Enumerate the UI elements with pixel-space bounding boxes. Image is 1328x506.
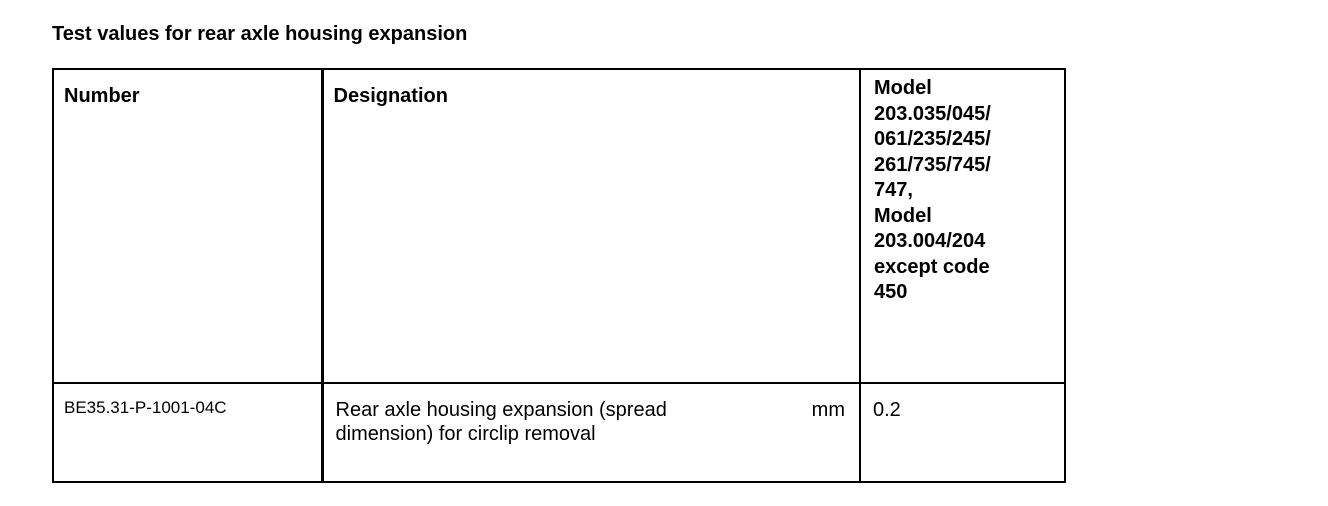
- cell-number: [53, 383, 322, 482]
- header-cell-number: [53, 69, 322, 383]
- test-values-table: [52, 68, 1066, 483]
- header-designation-label: Designation: [333, 85, 448, 107]
- header-model-label: Model 203.035/045/ 061/235/245/ 261/735/745/ 747, Model 203.004/204 except code 450: [874, 77, 991, 303]
- header-cell-designation: [322, 69, 860, 383]
- row-number-value: BE35.31-P-1001-04C: [64, 398, 227, 417]
- row-designation-value: Rear axle housing expansion (spread dimension) for circlip removal: [335, 399, 667, 445]
- table-row: [53, 383, 1065, 482]
- row-unit-value: mm: [811, 399, 845, 421]
- table-header-row: [53, 69, 1065, 383]
- header-cell-model: [860, 69, 1065, 383]
- header-number-label: Number: [64, 85, 140, 107]
- cell-model-value: [860, 383, 1065, 482]
- cell-designation: [322, 383, 860, 482]
- designation-wrap: [324, 384, 860, 446]
- page-title: Test values for rear axle housing expansion: [52, 23, 468, 45]
- row-test-value: 0.2: [873, 399, 901, 421]
